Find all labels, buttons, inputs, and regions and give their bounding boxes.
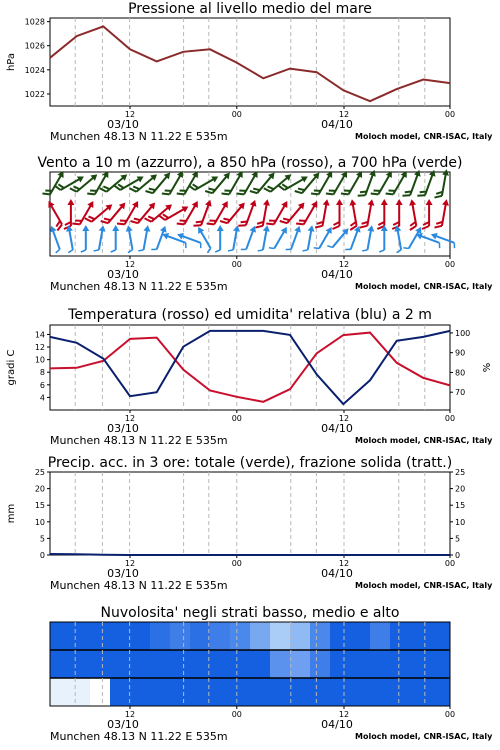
cloud-cell-basso [170, 678, 191, 706]
barb-head [263, 225, 271, 232]
barb-feather [360, 225, 367, 229]
wind-barb-10-m [362, 224, 375, 252]
cloud-cell-alto [310, 622, 331, 650]
cloud-cell-medio [110, 650, 131, 678]
barb-head [77, 173, 86, 182]
y-tick-label: 10 [34, 355, 45, 365]
barb-head [408, 199, 416, 206]
x-tick-label: 12 [124, 559, 136, 568]
wind-barb-850-hPa [435, 198, 451, 229]
cloud-cell-basso [190, 678, 211, 706]
date-label: 03/10 [107, 118, 139, 131]
humidity-line [50, 331, 450, 404]
barb-feather [222, 191, 230, 197]
cloud-cell-basso [390, 678, 411, 706]
barb-feather [327, 244, 332, 249]
cloud-cell-alto [230, 622, 251, 650]
cloud-cell-medio [290, 650, 311, 678]
wind-barb-850-hPa [42, 199, 66, 230]
y-tick-label: 6 [39, 380, 45, 390]
barb-feather [184, 243, 188, 248]
cloud-cell-medio [350, 650, 371, 678]
barb-head [137, 173, 146, 182]
barb-head [160, 225, 169, 233]
barb-head [381, 199, 388, 205]
chart-title: Nuvolosita' negli strati basso, medio e alto [100, 605, 400, 621]
cloud-cell-medio [210, 650, 231, 678]
barb-shaft [52, 229, 60, 250]
cloud-cell-basso [410, 678, 431, 706]
model-label: Moloch model, CNR-ISAC, Italy [355, 132, 493, 141]
x-tick-label: 00 [444, 110, 456, 119]
wind-barb-10-m [228, 224, 241, 252]
barb-feather [402, 193, 410, 198]
location-label: Munchen 48.13 N 11.22 E 535m [50, 434, 228, 447]
y-tick-label: 12 [34, 343, 45, 353]
x-tick-label: 00 [444, 559, 456, 568]
cloud-cell-alto [130, 622, 151, 650]
barb-feather [315, 225, 322, 229]
wind-barb-850-hPa [315, 198, 331, 229]
location-label: Munchen 48.13 N 11.22 E 535m [50, 730, 228, 743]
cloud-cell-medio [50, 650, 71, 678]
x-tick-label: 00 [231, 260, 242, 269]
barb-feather [228, 249, 233, 252]
date-label: 04/10 [321, 718, 353, 731]
cloud-cell-alto [270, 622, 291, 650]
x-tick-label: 00 [231, 710, 242, 719]
wind-barb-850-hPa [333, 199, 344, 229]
barb-feather [438, 243, 442, 248]
wind-barb-850-hPa [220, 198, 247, 228]
cloud-cell-alto [170, 622, 191, 650]
cloud-cell-alto [430, 622, 451, 650]
wind-barb-10-m [123, 225, 136, 253]
barb-feather [162, 191, 170, 197]
cloud-cell-medio [90, 650, 111, 678]
y-tick-label-right: 20 [455, 484, 466, 494]
barb-shaft [69, 228, 73, 250]
barb-shaft [263, 228, 267, 250]
barb-head [48, 225, 57, 233]
barb-feather [207, 221, 215, 227]
barb-head [294, 225, 303, 233]
cloud-cell-medio [190, 650, 211, 678]
y-axis-label: hPa [6, 52, 17, 72]
wind-barb-10-m [286, 224, 303, 252]
y-tick-label-right: 15 [455, 501, 466, 511]
barb-feather [236, 191, 244, 197]
barb-feather [151, 248, 156, 252]
barb-head [426, 199, 433, 205]
barb-feather [333, 226, 340, 229]
barb-head [143, 225, 151, 232]
y-tick-label: 20 [34, 484, 45, 494]
chart-title: Precip. acc. in 3 ore: totale (verde), frazione solida (tratt.) [47, 455, 453, 471]
cloud-cell-medio [130, 650, 151, 678]
cloud-cell-basso [50, 678, 71, 706]
barb-head [132, 199, 141, 208]
wind-barb-700-hPa [100, 169, 130, 196]
location-label: Munchen 48.13 N 11.22 E 535m [50, 579, 228, 592]
model-label: Moloch model, CNR-ISAC, Italy [355, 282, 493, 291]
barb-shaft [291, 229, 299, 250]
x-tick-label: 00 [231, 414, 242, 423]
wind-barb-850-hPa [101, 198, 128, 228]
wind-barb-10-m [138, 224, 151, 252]
barb-feather [362, 249, 367, 252]
barb-feather [87, 191, 95, 197]
wind-barb-850-hPa [72, 198, 96, 229]
barb-feather [68, 250, 73, 253]
cloud-cell-basso [290, 678, 311, 706]
barb-head [125, 225, 133, 232]
cloud-cell-alto [250, 622, 271, 650]
pressure-line [50, 26, 450, 101]
cloud-cell-basso [370, 678, 391, 706]
barb-shaft [351, 229, 359, 250]
y-tick-label: 4 [39, 393, 45, 403]
cloud-cell-basso [70, 678, 91, 706]
location-label: Munchen 48.13 N 11.22 E 535m [50, 280, 228, 293]
wind-barb-850-hPa [145, 199, 175, 226]
barb-head [250, 199, 259, 207]
chart-title: Temperatura (rosso) ed umidita' relativa (blu) a 2 m [68, 307, 432, 323]
barb-head [192, 199, 201, 208]
wind-barb-700-hPa [435, 168, 451, 199]
barb-feather [215, 250, 220, 252]
precipitation-line [50, 554, 450, 555]
wind-barb-10-m [303, 224, 316, 252]
barb-feather [435, 195, 442, 199]
x-tick-label: 00 [231, 559, 242, 568]
barb-shaft [367, 228, 371, 250]
y-tick-label: 1026 [24, 41, 45, 51]
y-tick-label: 15 [34, 501, 45, 511]
barb-head [281, 199, 290, 208]
y-tick-label: 25 [34, 468, 45, 477]
y-axis-label: gradi C [6, 349, 17, 386]
cloud-cell-alto [330, 622, 351, 650]
barb-feather [417, 193, 425, 198]
x-tick-label: 12 [338, 110, 350, 119]
cloud-cell-basso [130, 678, 151, 706]
cloud-cell-alto [370, 622, 391, 650]
y-tick-label-right: 10 [455, 517, 466, 527]
wind-barb-10-m [215, 225, 224, 252]
barb-shaft [246, 229, 254, 250]
cloud-cell-medio [270, 650, 291, 678]
barb-head [430, 231, 438, 240]
barb-feather [403, 246, 408, 250]
cloud-cell-basso [350, 678, 371, 706]
y-tick-label: 5 [39, 534, 45, 544]
cloud-cell-medio [390, 650, 411, 678]
barb-head [222, 199, 231, 208]
barb-feather [128, 250, 133, 253]
cloud-cell-medio [330, 650, 351, 678]
x-tick-label: 12 [124, 110, 136, 119]
barb-feather [117, 221, 125, 227]
barb-feather [341, 191, 349, 197]
cloud-cell-alto [410, 622, 431, 650]
barb-feather [42, 191, 50, 197]
x-tick-label: 00 [444, 260, 456, 269]
barb-feather [258, 249, 263, 252]
y-axis-label: mm [6, 503, 17, 524]
barb-head [205, 199, 214, 207]
barb-head [67, 199, 74, 205]
barb-feather [435, 225, 442, 229]
cloud-cell-medio [310, 650, 331, 678]
y-tick-label-right: 0 [455, 551, 461, 560]
cloud-cell-basso [270, 678, 291, 706]
cloud-cell-medio [170, 650, 191, 678]
model-label: Moloch model, CNR-ISAC, Italy [355, 581, 493, 590]
barb-head [112, 225, 119, 231]
y-tick-label-right: 90 [455, 348, 466, 358]
cloud-cell-alto [150, 622, 171, 650]
barb-feather [422, 226, 429, 229]
wind-barb-10-m [194, 225, 215, 253]
date-label: 04/10 [321, 268, 353, 281]
barb-head [87, 199, 96, 208]
y-tick-label-right: 5 [455, 534, 461, 544]
cloud-cell-alto [70, 622, 91, 650]
barb-feather [199, 243, 203, 248]
wind-barb-10-m [81, 225, 90, 252]
barb-head [368, 199, 376, 206]
y-tick-label-right: 25 [455, 468, 466, 477]
x-tick-label: 00 [231, 110, 242, 119]
wind-barb-10-m [269, 224, 290, 252]
y-tick-label: 1022 [24, 89, 45, 99]
barb-head [176, 231, 184, 240]
cloud-cell-basso [430, 678, 451, 706]
barb-head [99, 225, 107, 232]
wind-barb-700-hPa [264, 169, 294, 196]
date-label: 04/10 [321, 422, 353, 435]
wind-barb-10-m [241, 224, 258, 252]
barb-head [181, 203, 190, 212]
date-label: 03/10 [107, 567, 139, 580]
wind-barb-850-hPa [130, 198, 157, 228]
y-tick-label: 0 [39, 551, 45, 560]
cloud-cell-medio [370, 650, 391, 678]
cloud-cell-basso [150, 678, 171, 706]
y-tick-label: 1028 [24, 17, 45, 27]
barb-feather [286, 248, 291, 252]
x-tick-label: 12 [124, 710, 136, 719]
y-tick-label-right: 100 [455, 328, 471, 338]
barb-head [396, 199, 403, 205]
wind-barb-850-hPa [238, 198, 258, 230]
x-tick-label: 12 [338, 414, 350, 423]
barb-shaft [409, 229, 420, 248]
y-tick-label: 1024 [24, 65, 45, 75]
x-tick-label: 00 [444, 414, 456, 423]
cloud-cell-basso [330, 678, 351, 706]
x-tick-label: 12 [338, 260, 350, 269]
x-tick-label: 12 [338, 559, 350, 568]
cloud-cell-medio [250, 650, 271, 678]
x-tick-label: 12 [338, 710, 350, 719]
wind-barb-850-hPa [345, 199, 361, 230]
cloud-cell-alto [190, 622, 211, 650]
barb-head [323, 199, 331, 206]
barb-feather [238, 223, 246, 228]
cloud-cell-alto [210, 622, 231, 650]
wind-barb-10-m [111, 225, 120, 252]
barb-feather [255, 225, 262, 229]
wind-barb-850-hPa [280, 198, 307, 228]
barb-shaft [274, 229, 285, 248]
barb-head [311, 199, 320, 208]
barb-feather [111, 250, 116, 252]
date-label: 03/10 [107, 268, 139, 281]
date-label: 04/10 [321, 567, 353, 580]
wind-barb-850-hPa [392, 199, 403, 229]
barb-feather [311, 191, 319, 197]
barb-feather [345, 248, 350, 252]
barb-feather [72, 221, 80, 227]
barb-feather [371, 191, 379, 197]
wind-barb-10-m [379, 225, 388, 252]
barb-feather [303, 249, 308, 252]
cloud-cell-alto [390, 622, 411, 650]
cloud-cell-medio [70, 650, 91, 678]
barb-head [308, 225, 316, 232]
date-label: 04/10 [321, 118, 353, 131]
cloud-cell-alto [110, 622, 131, 650]
barb-head [348, 199, 356, 206]
barb-shaft [157, 229, 165, 250]
chart-title: Pressione al livello medio del mare [128, 1, 372, 17]
barb-feather [379, 250, 384, 252]
x-tick-label: 00 [444, 710, 456, 719]
cloud-cell-alto [90, 622, 111, 650]
barb-feather [55, 249, 60, 253]
barb-head [211, 173, 220, 182]
barb-head [263, 199, 271, 206]
cloud-cell-medio [430, 650, 451, 678]
y-tick-label: 10 [34, 517, 45, 527]
cloud-cell-medio [230, 650, 251, 678]
barb-head [301, 173, 310, 182]
cloud-cell-alto [290, 622, 311, 650]
wind-barb-850-hPa [177, 198, 201, 229]
wind-barb-10-m [161, 231, 189, 248]
barb-shaft [144, 228, 148, 250]
barb-feather [94, 249, 99, 252]
x-tick-label: 12 [124, 260, 136, 269]
barb-feather [138, 249, 143, 252]
barb-head [82, 225, 89, 231]
date-label: 03/10 [107, 422, 139, 435]
y-axis-label-right: % [482, 362, 493, 373]
barb-feather [409, 226, 416, 230]
barb-feather [269, 246, 274, 250]
cloud-cell-basso [310, 678, 331, 706]
cloud-cell-medio [410, 650, 431, 678]
barb-head [336, 199, 343, 205]
date-label: 03/10 [107, 718, 139, 731]
wind-barb-10-m [94, 224, 107, 252]
barb-feather [193, 223, 201, 228]
cloud-cell-alto [50, 622, 71, 650]
barb-shaft [308, 228, 312, 250]
barb-head [442, 199, 450, 206]
y-tick-label-right: 80 [455, 368, 466, 378]
cloud-cell-basso [90, 678, 111, 706]
cloud-cell-alto [350, 622, 371, 650]
plot-frame [50, 472, 450, 555]
y-tick-label-right: 70 [455, 388, 466, 398]
model-label: Moloch model, CNR-ISAC, Italy [355, 436, 493, 445]
wind-barb-850-hPa [405, 199, 421, 230]
barb-head [249, 225, 258, 233]
barb-feather [326, 191, 334, 197]
cloud-cell-medio [150, 650, 171, 678]
barb-head [217, 225, 224, 231]
barb-feather [453, 243, 457, 248]
barb-feather [241, 248, 246, 252]
wind-barb-850-hPa [422, 199, 433, 229]
location-label: Munchen 48.13 N 11.22 E 535m [50, 130, 228, 143]
cloud-cell-basso [250, 678, 271, 706]
barb-head [281, 225, 290, 234]
chart-title: Vento a 10 m (azzurro), a 850 hPa (rosso), a 700 hPa (verde) [37, 155, 463, 171]
cloud-cell-basso [110, 678, 131, 706]
barb-feather [296, 221, 304, 227]
cloud-cell-basso [230, 678, 251, 706]
wind-barb-10-m [258, 224, 271, 252]
barb-head [367, 225, 375, 232]
wind-barb-10-m [47, 225, 64, 253]
wind-barb-850-hPa [360, 198, 376, 229]
y-tick-label: 14 [34, 330, 45, 340]
x-tick-label: 12 [124, 414, 136, 423]
cloud-cell-basso [210, 678, 231, 706]
barb-feather [81, 250, 86, 252]
wind-barb-850-hPa [377, 199, 388, 229]
barb-feather [358, 193, 366, 198]
y-tick-label: 8 [39, 368, 45, 378]
barb-feather [386, 191, 394, 197]
model-label: Moloch model, CNR-ISAC, Italy [355, 732, 493, 741]
